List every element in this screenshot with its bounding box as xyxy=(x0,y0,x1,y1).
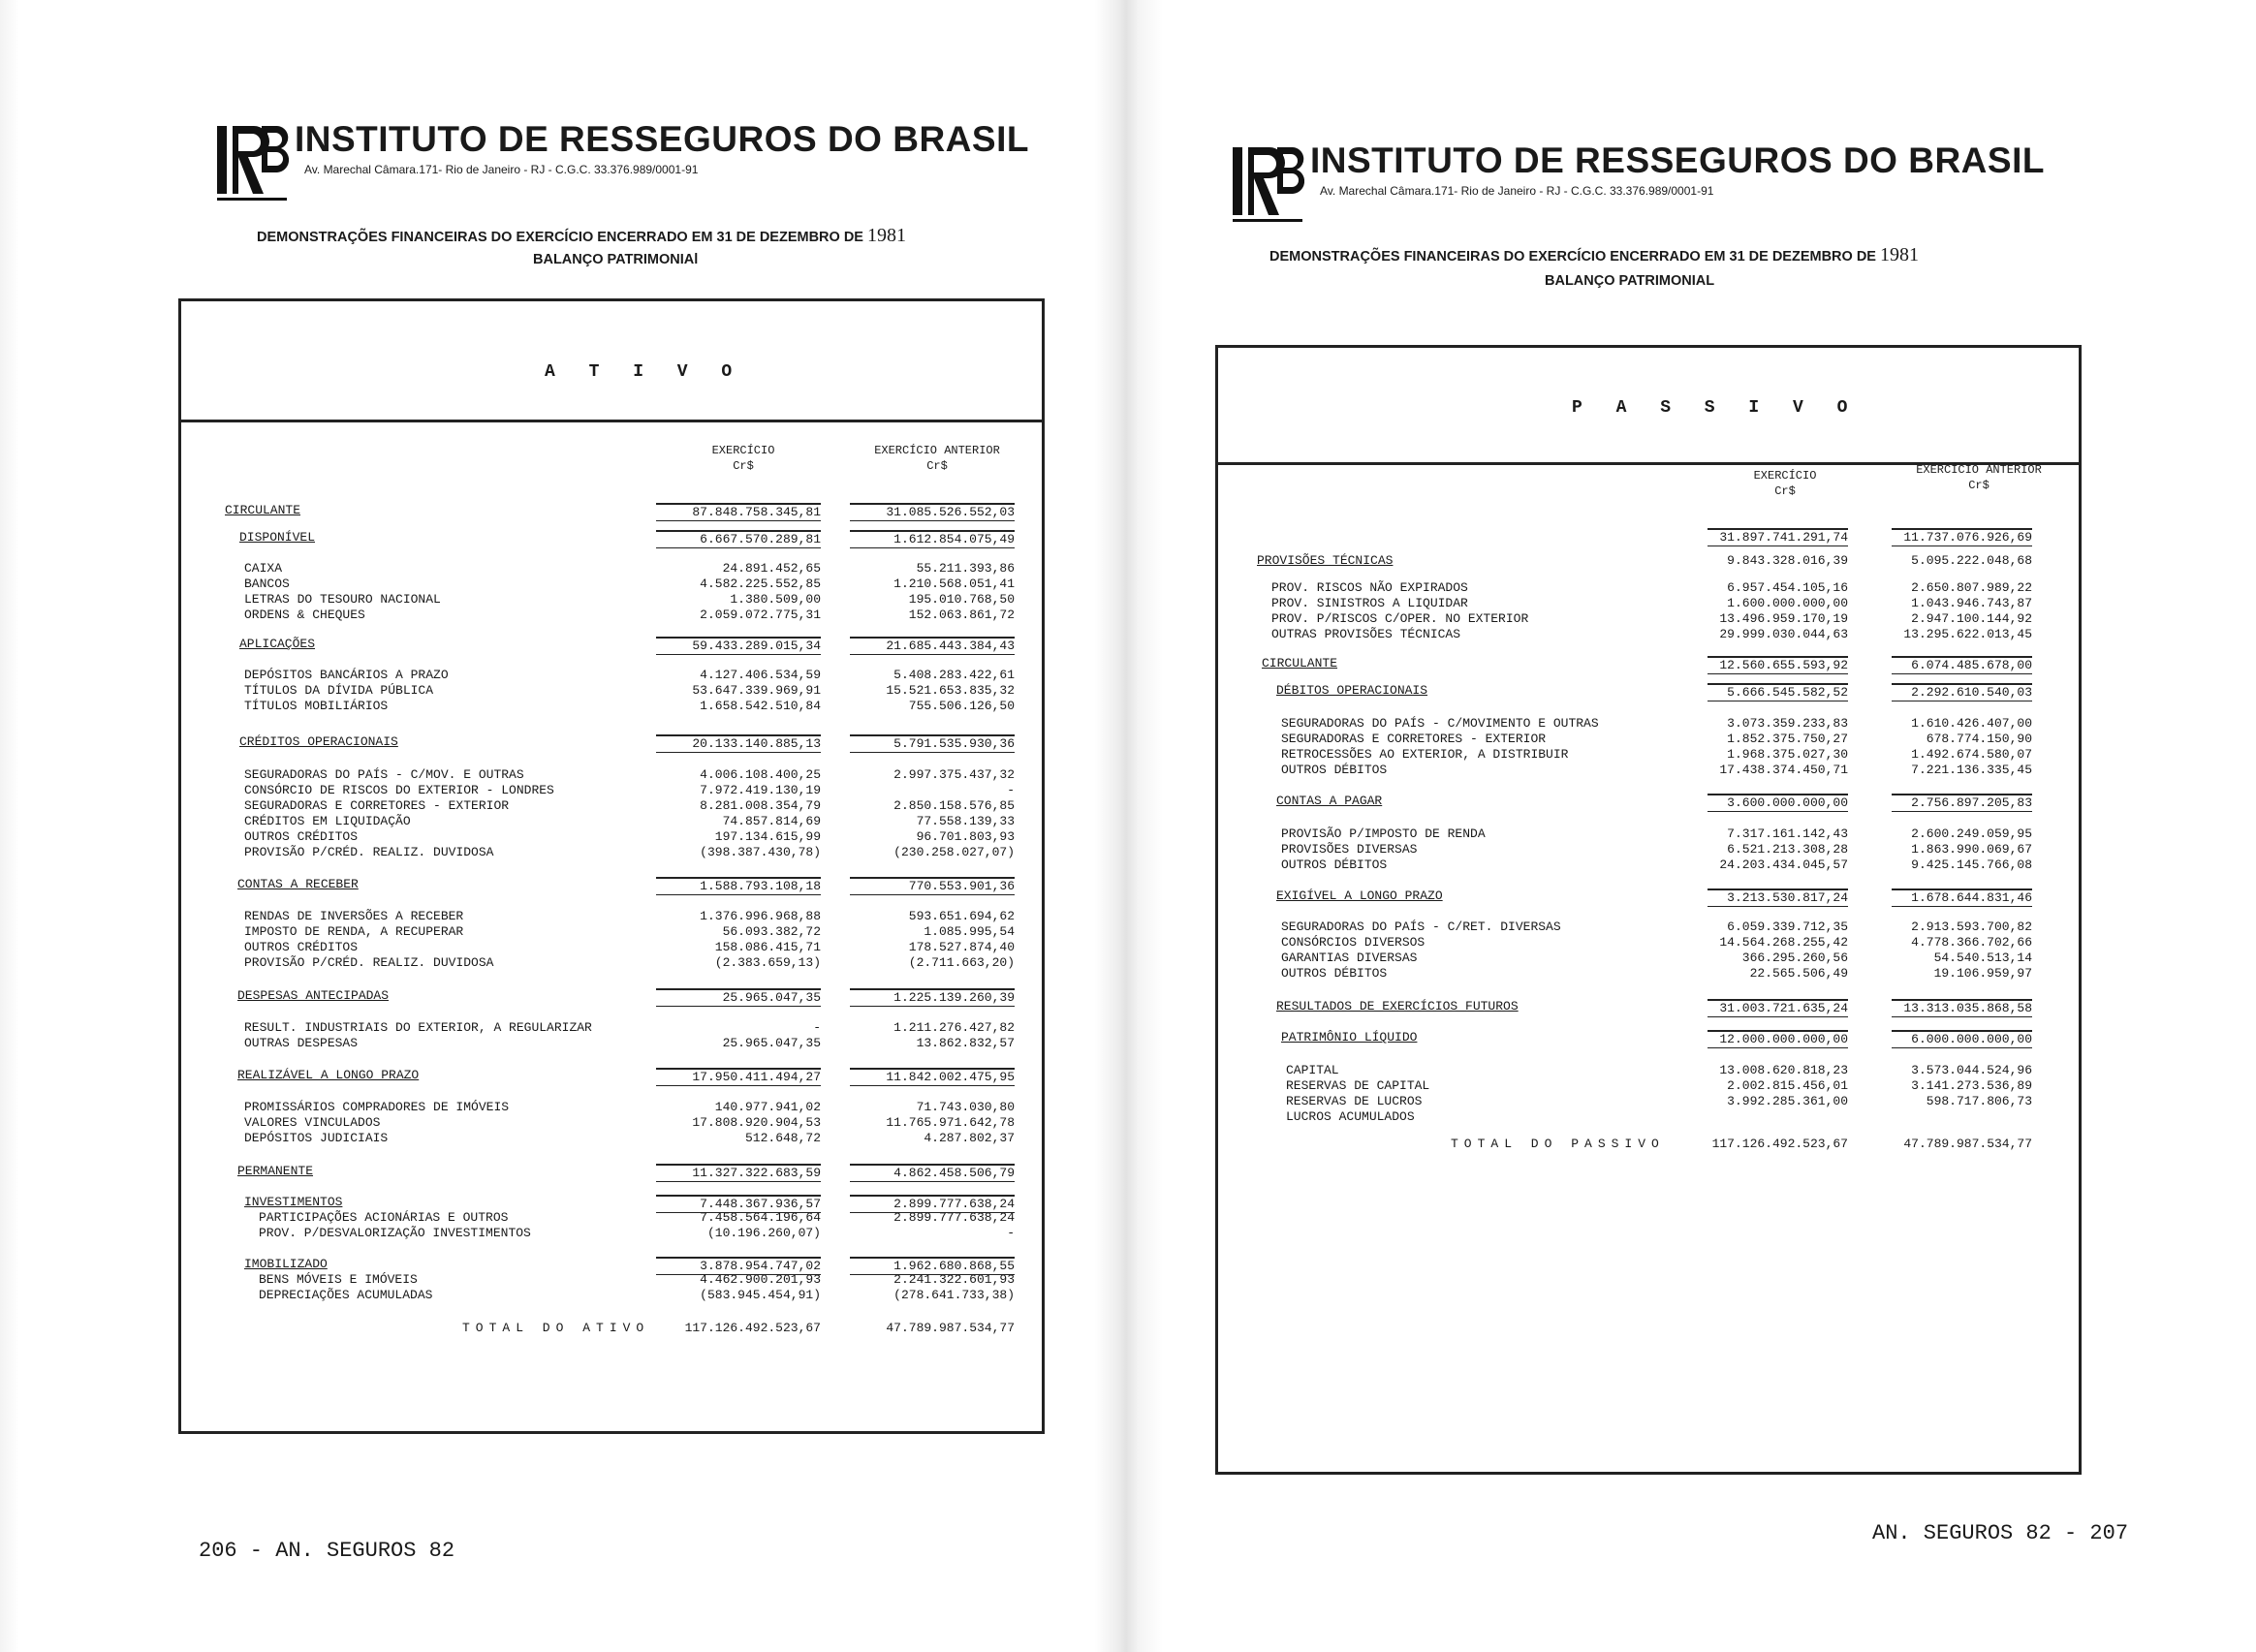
value-anterior: 6.074.485.678,00 xyxy=(1892,656,2032,674)
title-year: 1981 xyxy=(867,225,907,246)
value-anterior: 4.287.802,37 xyxy=(924,1131,1015,1145)
row-label: SEGURADORAS E CORRETORES - EXTERIOR xyxy=(244,798,510,813)
value-exercicio: 1.852.375.750,27 xyxy=(1727,732,1848,746)
value-exercicio: 56.093.382,72 xyxy=(722,924,821,939)
statement-row xyxy=(181,1036,1042,1051)
statement-row xyxy=(181,1131,1042,1146)
value-anterior: 2.241.322.601,93 xyxy=(893,1272,1015,1287)
statement-row xyxy=(1218,1078,2079,1094)
row-label: REALIZÁVEL A LONGO PRAZO xyxy=(237,1068,420,1082)
value-anterior: 13.313.035.868,58 xyxy=(1892,999,2032,1017)
value-exercicio: 5.666.545.582,52 xyxy=(1708,683,1848,701)
value-exercicio: 6.059.339.712,35 xyxy=(1727,920,1848,934)
statement-row xyxy=(181,1068,1042,1083)
value-anterior: 1.492.674.580,07 xyxy=(1911,747,2032,762)
row-label: CRÉDITOS EM LIQUIDAÇÃO xyxy=(244,814,411,828)
row-label: DISPONÍVEL xyxy=(239,530,316,545)
passivo-top-totals xyxy=(1218,528,2079,544)
statement-row xyxy=(1218,842,2079,857)
statement-row xyxy=(1218,716,2079,732)
statement-row xyxy=(181,1115,1042,1131)
row-label: PARTICIPAÇÕES ACIONÁRIAS E OUTROS xyxy=(259,1210,509,1225)
institution-address: Av. Marechal Câmara.171- Rio de Janeiro - RJ - C.G.C. 33.376.989/0001-91 xyxy=(1320,184,1714,198)
statement-row xyxy=(1218,596,2079,611)
value-anterior: 2.997.375.437,32 xyxy=(893,767,1015,782)
value-exercicio: 2.059.072.775,31 xyxy=(700,608,821,622)
irb-logo xyxy=(1231,141,1304,231)
row-label: GARANTIAS DIVERSAS xyxy=(1281,951,1418,965)
value-exercicio: 1.600.000.000,00 xyxy=(1727,596,1848,610)
value-anterior: 3.141.273.536,89 xyxy=(1911,1078,2032,1093)
value-anterior: (278.641.733,38) xyxy=(893,1288,1015,1302)
statement-row xyxy=(181,577,1042,592)
value-anterior: 5.095.222.048,68 xyxy=(1911,553,2032,568)
row-label: CAIXA xyxy=(244,561,283,576)
ativo-frame xyxy=(178,298,1045,1434)
row-label: OUTROS DÉBITOS xyxy=(1281,763,1388,777)
value-exercicio: 25.965.047,35 xyxy=(722,1036,821,1050)
row-label: CONTAS A PAGAR xyxy=(1276,794,1383,808)
col-currency: Cr$ xyxy=(926,459,948,473)
row-label: PROMISSÁRIOS COMPRADORES DE IMÓVEIS xyxy=(244,1100,510,1114)
value-anterior: 1.863.990.069,67 xyxy=(1911,842,2032,857)
value-exercicio: 1.968.375.027,30 xyxy=(1727,747,1848,762)
value-exercicio: 4.127.406.534,59 xyxy=(700,668,821,682)
row-label: DESPESAS ANTECIPADAS xyxy=(237,988,390,1003)
row-label: LUCROS ACUMULADOS xyxy=(1286,1109,1415,1124)
row-label: PROVISÕES DIVERSAS xyxy=(1281,842,1418,857)
statement-row xyxy=(181,940,1042,955)
statement-row xyxy=(181,845,1042,860)
value-anterior: 2.650.807.989,22 xyxy=(1911,580,2032,595)
row-label: PROVISÃO P/CRÉD. REALIZ. DUVIDOSA xyxy=(244,845,494,859)
value-anterior: - xyxy=(1007,783,1015,797)
value-anterior: 2.756.897.205,83 xyxy=(1892,794,2032,812)
value-exercicio: 3.878.954.747,02 xyxy=(656,1257,821,1275)
row-label: OUTROS CRÉDITOS xyxy=(244,829,359,844)
col-label: EXERCÍCIO xyxy=(711,444,775,457)
statement-row xyxy=(181,1100,1042,1115)
statement-row xyxy=(1218,966,2079,982)
row-label: PROV. P/DESVALORIZAÇÃO INVESTIMENTOS xyxy=(259,1226,531,1240)
statement-row xyxy=(181,1226,1042,1241)
value-exercicio: 20.133.140.885,13 xyxy=(656,734,821,753)
statement-row xyxy=(1218,553,2079,569)
value-anterior: 152.063.861,72 xyxy=(908,608,1015,622)
value-anterior: 2.913.593.700,82 xyxy=(1911,920,2032,934)
page-footer-right: AN. SEGUROS 82 - 207 xyxy=(1872,1521,2129,1545)
row-label: SEGURADORAS DO PAÍS - C/MOV. E OUTRAS xyxy=(244,767,524,782)
statement-row xyxy=(1218,888,2079,904)
row-label: RENDAS DE INVERSÕES A RECEBER xyxy=(244,909,464,923)
row-label: RESULT. INDUSTRIAIS DO EXTERIOR, A REGULARIZAR xyxy=(244,1020,592,1035)
value-exercicio: 1.376.996.968,88 xyxy=(700,909,821,923)
value-exercicio: 74.857.814,69 xyxy=(722,814,821,828)
value-exercicio: 7.448.367.936,57 xyxy=(656,1195,821,1213)
value-anterior: 678.774.150,90 xyxy=(1926,732,2032,746)
ativo-heading: A T I V O xyxy=(545,362,744,382)
statement-row xyxy=(1218,857,2079,873)
value-anterior: 47.789.987.534,77 xyxy=(1903,1137,2032,1151)
value-exercicio: 158.086.415,71 xyxy=(714,940,821,954)
statement-row xyxy=(181,734,1042,750)
left-page xyxy=(0,0,1124,1652)
value-anterior: (230.258.027,07) xyxy=(893,845,1015,859)
irb-logo xyxy=(215,120,289,209)
institution-name: INSTITUTO DE RESSEGUROS DO BRASIL xyxy=(295,119,1029,159)
title-year: 1981 xyxy=(1880,244,1920,265)
statement-row xyxy=(1218,794,2079,809)
value-exercicio: (10.196.260,07) xyxy=(706,1226,821,1240)
statement-row xyxy=(1218,763,2079,778)
row-label: DEPÓSITOS JUDICIAIS xyxy=(244,1131,389,1145)
passivo-heading: P A S S I V O xyxy=(1572,398,1860,418)
value-exercicio: 3.992.285.361,00 xyxy=(1727,1094,1848,1108)
value-anterior: 2.292.610.540,03 xyxy=(1892,683,2032,701)
value-anterior: 77.558.139,33 xyxy=(916,814,1015,828)
value-exercicio: 366.295.260,56 xyxy=(1741,951,1848,965)
row-label: TOTAL DO PASSIVO xyxy=(1451,1137,1665,1151)
passivo-col-exercicio xyxy=(1708,468,1863,499)
value-exercicio: 3.073.359.233,83 xyxy=(1727,716,1848,731)
value-exercicio: 4.462.900.201,93 xyxy=(700,1272,821,1287)
value-exercicio: 140.977.941,02 xyxy=(714,1100,821,1114)
row-label: LETRAS DO TESOURO NACIONAL xyxy=(244,592,441,607)
value-exercicio: 8.281.008.354,79 xyxy=(700,798,821,813)
value-exercicio: 9.843.328.016,39 xyxy=(1727,553,1848,568)
statement-row xyxy=(181,798,1042,814)
value-exercicio: 25.965.047,35 xyxy=(656,988,821,1007)
statement-row xyxy=(1218,999,2079,1014)
value-anterior: 770.553.901,36 xyxy=(850,877,1015,895)
value-exercicio: 59.433.289.015,34 xyxy=(656,637,821,655)
value-anterior: (2.711.663,20) xyxy=(908,955,1015,970)
statement-row xyxy=(181,1321,1042,1336)
row-label: BENS MÓVEIS E IMÓVEIS xyxy=(259,1272,418,1287)
value-exercicio: 1.658.542.510,84 xyxy=(700,699,821,713)
value-exercicio: 12.560.655.593,92 xyxy=(1708,656,1848,674)
statement-row xyxy=(1218,580,2079,596)
ativo-header-box xyxy=(181,301,1042,422)
value-anterior: 15.521.653.835,32 xyxy=(886,683,1015,698)
statement-row xyxy=(181,561,1042,577)
value-anterior: 593.651.694,62 xyxy=(908,909,1015,923)
right-page xyxy=(1126,0,2256,1652)
row-label: PROV. RISCOS NÃO EXPIRADOS xyxy=(1271,580,1468,595)
value-anterior: 21.685.443.384,43 xyxy=(850,637,1015,655)
value-anterior: 178.527.874,40 xyxy=(908,940,1015,954)
statement-row xyxy=(181,1164,1042,1179)
col-currency: Cr$ xyxy=(733,459,754,473)
row-label: OUTROS CRÉDITOS xyxy=(244,940,359,954)
document-title xyxy=(1269,244,1919,266)
value-anterior: - xyxy=(1007,1226,1015,1240)
row-label: DEPÓSITOS BANCÁRIOS A PRAZO xyxy=(244,668,449,682)
value-exercicio: 7.317.161.142,43 xyxy=(1727,826,1848,841)
row-label: ORDENS & CHEQUES xyxy=(244,608,365,622)
value-anterior: 755.506.126,50 xyxy=(908,699,1015,713)
value-anterior: 71.743.030,80 xyxy=(916,1100,1015,1114)
passivo-frame xyxy=(1215,345,2082,1475)
statement-row xyxy=(181,1195,1042,1210)
row-label: APLICAÇÕES xyxy=(239,637,316,651)
statement-row xyxy=(181,988,1042,1004)
statement-row xyxy=(181,668,1042,683)
statement-row xyxy=(1218,951,2079,966)
value-anterior: 11.765.971.642,78 xyxy=(886,1115,1015,1130)
row-label: DÉBITOS OPERACIONAIS xyxy=(1276,683,1428,698)
value-exercicio: 3.600.000.000,00 xyxy=(1708,794,1848,812)
row-label: CAPITAL xyxy=(1286,1063,1339,1077)
statement-row xyxy=(1218,1109,2079,1125)
value-anterior: 9.425.145.766,08 xyxy=(1911,857,2032,872)
value-exercicio: (583.945.454,91) xyxy=(700,1288,821,1302)
value-anterior: 11.737.076.926,69 xyxy=(1892,528,2032,546)
row-label: RESERVAS DE LUCROS xyxy=(1286,1094,1423,1108)
value-exercicio: 117.126.492.523,67 xyxy=(684,1321,821,1335)
value-exercicio: 6.957.454.105,16 xyxy=(1727,580,1848,595)
statement-row xyxy=(181,530,1042,545)
row-label: SEGURADORAS E CORRETORES - EXTERIOR xyxy=(1281,732,1547,746)
value-anterior: 3.573.044.524,96 xyxy=(1911,1063,2032,1077)
row-label: PERMANENTE xyxy=(237,1164,314,1178)
row-label: TOTAL DO ATIVO xyxy=(462,1321,650,1335)
value-anterior: 96.701.803,93 xyxy=(916,829,1015,844)
row-label: RESERVAS DE CAPITAL xyxy=(1286,1078,1430,1093)
letterhead-right xyxy=(1231,140,2045,234)
value-anterior: 1.610.426.407,00 xyxy=(1911,716,2032,731)
value-anterior: 11.842.002.475,95 xyxy=(850,1068,1015,1086)
value-exercicio: (398.387.430,78) xyxy=(700,845,821,859)
value-exercicio: 31.003.721.635,24 xyxy=(1708,999,1848,1017)
value-anterior: 1.962.680.868,55 xyxy=(850,1257,1015,1275)
value-anterior: 54.540.513,14 xyxy=(1933,951,2032,965)
value-exercicio: 7.972.419.130,19 xyxy=(700,783,821,797)
statement-row xyxy=(1218,656,2079,671)
value-exercicio: 1.380.509,00 xyxy=(730,592,821,607)
row-label: PROV. P/RISCOS C/OPER. NO EXTERIOR xyxy=(1271,611,1529,626)
value-anterior: 4.778.366.702,66 xyxy=(1911,935,2032,950)
col-label: EXERCÍCIO ANTERIOR xyxy=(874,444,1000,457)
value-exercicio: - xyxy=(813,1020,821,1035)
value-exercicio: 4.006.108.400,25 xyxy=(700,767,821,782)
row-label: PROV. SINISTROS A LIQUIDAR xyxy=(1271,596,1468,610)
value-exercicio: 14.564.268.255,42 xyxy=(1719,935,1848,950)
col-currency: Cr$ xyxy=(1774,484,1796,498)
statement-row xyxy=(1218,1030,2079,1045)
value-anterior: 47.789.987.534,77 xyxy=(886,1321,1015,1335)
value-anterior: 2.850.158.576,85 xyxy=(893,798,1015,813)
value-exercicio: 6.521.213.308,28 xyxy=(1727,842,1848,857)
statement-row xyxy=(181,955,1042,971)
statement-row xyxy=(1218,732,2079,747)
value-anterior: 1.225.139.260,39 xyxy=(850,988,1015,1007)
row-label: PROVISÃO P/CRÉD. REALIZ. DUVIDOSA xyxy=(244,955,494,970)
statement-row xyxy=(181,1257,1042,1272)
value-exercicio: 12.000.000.000,00 xyxy=(1708,1030,1848,1048)
row-label: DEPRECIAÇÕES ACUMULADAS xyxy=(259,1288,433,1302)
value-exercicio: 24.203.434.045,57 xyxy=(1719,857,1848,872)
value-anterior: 1.043.946.743,87 xyxy=(1911,596,2032,610)
statement-row xyxy=(1218,826,2079,842)
value-exercicio: 13.496.959.170,19 xyxy=(1719,611,1848,626)
document-subtitle: BALANÇO PATRIMONIAl xyxy=(533,252,699,267)
statement-row xyxy=(181,1020,1042,1036)
statement-row xyxy=(181,608,1042,623)
value-exercicio: (2.383.659,13) xyxy=(714,955,821,970)
row-label: CIRCULANTE xyxy=(1262,656,1338,670)
row-label: PROVISÃO P/IMPOSTO DE RENDA xyxy=(1281,826,1486,841)
row-label: OUTRAS PROVISÕES TÉCNICAS xyxy=(1271,627,1461,641)
value-anterior: 1.612.854.075,49 xyxy=(850,530,1015,548)
statement-row xyxy=(181,1288,1042,1303)
value-anterior: 6.000.000.000,00 xyxy=(1892,1030,2032,1048)
statement-row xyxy=(1218,683,2079,699)
value-anterior: 598.717.806,73 xyxy=(1926,1094,2032,1108)
row-label: PROVISÕES TÉCNICAS xyxy=(1257,553,1394,568)
document-subtitle: BALANÇO PATRIMONIAL xyxy=(1545,273,1715,289)
passivo-header-box xyxy=(1218,348,2079,465)
value-anterior: 195.010.768,50 xyxy=(908,592,1015,607)
row-label: TÍTULOS MOBILIÁRIOS xyxy=(244,699,389,713)
value-exercicio: 11.327.322.683,59 xyxy=(656,1164,821,1182)
statement-row xyxy=(1218,611,2079,627)
row-label: OUTRAS DESPESAS xyxy=(244,1036,359,1050)
row-label: OUTROS DÉBITOS xyxy=(1281,857,1388,872)
value-anterior: 7.221.136.335,45 xyxy=(1911,763,2032,777)
value-anterior: 1.211.276.427,82 xyxy=(893,1020,1015,1035)
statement-row xyxy=(181,909,1042,924)
value-exercicio: 197.134.615,99 xyxy=(714,829,821,844)
title-text: DEMONSTRAÇÕES FINANCEIRAS DO EXERCÍCIO ENCERRADO EM 31 DE DEZEMBRO DE xyxy=(1269,249,1876,265)
row-label: CRÉDITOS OPERACIONAIS xyxy=(239,734,398,749)
row-label: BANCOS xyxy=(244,577,290,591)
value-exercicio: 13.008.620.818,23 xyxy=(1719,1063,1848,1077)
row-label: CONSÓRCIOS DIVERSOS xyxy=(1281,935,1426,950)
row-label: SEGURADORAS DO PAÍS - C/MOVIMENTO E OUTRAS xyxy=(1281,716,1599,731)
col-currency: Cr$ xyxy=(1968,479,1990,492)
row-label: SEGURADORAS DO PAÍS - C/RET. DIVERSAS xyxy=(1281,920,1561,934)
statement-row xyxy=(181,767,1042,783)
passivo-col-anterior xyxy=(1887,462,2071,493)
ativo-col-anterior xyxy=(840,443,1034,474)
value-anterior: 5.408.283.422,61 xyxy=(893,668,1015,682)
statement-row xyxy=(181,637,1042,652)
statement-row xyxy=(1218,627,2079,642)
value-anterior: 1.085.995,54 xyxy=(924,924,1015,939)
row-label: EXIGÍVEL A LONGO PRAZO xyxy=(1276,888,1443,903)
value-anterior: 55.211.393,86 xyxy=(916,561,1015,576)
value-exercicio: 24.891.452,65 xyxy=(722,561,821,576)
institution-name: INSTITUTO DE RESSEGUROS DO BRASIL xyxy=(1310,140,2045,180)
row-label: RETROCESSÕES AO EXTERIOR, A DISTRIBUIR xyxy=(1281,747,1569,762)
row-label: CONSÓRCIO DE RISCOS DO EXTERIOR - LONDRES xyxy=(244,783,554,797)
row-label: RESULTADOS DE EXERCÍCIOS FUTUROS xyxy=(1276,999,1519,1013)
document-title xyxy=(257,225,906,247)
statement-row xyxy=(181,1210,1042,1226)
value-exercicio: 6.667.570.289,81 xyxy=(656,530,821,548)
value-anterior: 13.862.832,57 xyxy=(916,1036,1015,1050)
title-text: DEMONSTRAÇÕES FINANCEIRAS DO EXERCÍCIO ENCERRADO EM 31 DE DEZEMBRO DE xyxy=(257,230,863,245)
value-exercicio: 2.002.815.456,01 xyxy=(1727,1078,1848,1093)
statement-row xyxy=(181,924,1042,940)
letterhead-left xyxy=(215,119,1029,212)
row-label: IMOBILIZADO xyxy=(244,1257,328,1271)
row-label: PATRIMÔNIO LÍQUIDO xyxy=(1281,1030,1418,1044)
statement-row xyxy=(181,503,1042,518)
page-footer-left: 206 - AN. SEGUROS 82 xyxy=(199,1539,455,1563)
statement-row xyxy=(1218,1063,2079,1078)
ativo-col-exercicio xyxy=(666,443,821,474)
row-label: OUTROS DÉBITOS xyxy=(1281,966,1388,981)
statement-row xyxy=(181,592,1042,608)
statement-row xyxy=(181,699,1042,714)
value-anterior: 2.899.777.638,24 xyxy=(850,1195,1015,1213)
value-exercicio: 29.999.030.044,63 xyxy=(1719,627,1848,641)
value-anterior: 2.899.777.638,24 xyxy=(893,1210,1015,1225)
value-exercicio: 117.126.492.523,67 xyxy=(1711,1137,1848,1151)
row-label: CIRCULANTE xyxy=(225,503,301,517)
statement-row xyxy=(1218,1137,2079,1152)
row-label: CONTAS A RECEBER xyxy=(237,877,359,891)
value-exercicio: 1.588.793.108,18 xyxy=(656,877,821,895)
statement-row xyxy=(1218,920,2079,935)
value-exercicio: 3.213.530.817,24 xyxy=(1708,888,1848,907)
value-anterior: 2.947.100.144,92 xyxy=(1911,611,2032,626)
value-anterior: 2.600.249.059,95 xyxy=(1911,826,2032,841)
statement-row xyxy=(181,829,1042,845)
row-label: INVESTIMENTOS xyxy=(244,1195,343,1209)
col-label: EXERCÍCIO ANTERIOR xyxy=(1916,463,2042,477)
row-label: VALORES VINCULADOS xyxy=(244,1115,381,1130)
row-label: IMPOSTO DE RENDA, A RECUPERAR xyxy=(244,924,464,939)
row-label: TÍTULOS DA DÍVIDA PÚBLICA xyxy=(244,683,434,698)
value-exercicio: 7.458.564.196,64 xyxy=(700,1210,821,1225)
col-label: EXERCÍCIO xyxy=(1753,469,1817,483)
value-exercicio: 17.438.374.450,71 xyxy=(1719,763,1848,777)
value-anterior: 1.678.644.831,46 xyxy=(1892,888,2032,907)
value-exercicio: 53.647.339.969,91 xyxy=(692,683,821,698)
statement-row xyxy=(1218,935,2079,951)
value-anterior: 1.210.568.051,41 xyxy=(893,577,1015,591)
statement-row xyxy=(181,683,1042,699)
value-anterior: 4.862.458.506,79 xyxy=(850,1164,1015,1182)
statement-row xyxy=(1218,1094,2079,1109)
value-anterior: 19.106.959,97 xyxy=(1933,966,2032,981)
value-exercicio: 87.848.758.345,81 xyxy=(656,503,821,521)
statement-row xyxy=(181,877,1042,892)
statement-row xyxy=(181,1272,1042,1288)
statement-row xyxy=(181,814,1042,829)
value-anterior: 31.085.526.552,03 xyxy=(850,503,1015,521)
value-exercicio: 22.565.506,49 xyxy=(1749,966,1848,981)
statement-row xyxy=(1218,747,2079,763)
value-anterior: 13.295.622.013,45 xyxy=(1903,627,2032,641)
value-exercicio: 4.582.225.552,85 xyxy=(700,577,821,591)
value-exercicio: 31.897.741.291,74 xyxy=(1708,528,1848,546)
value-exercicio: 512.648,72 xyxy=(744,1131,821,1145)
value-anterior: 5.791.535.930,36 xyxy=(850,734,1015,753)
institution-address: Av. Marechal Câmara.171- Rio de Janeiro - RJ - C.G.C. 33.376.989/0001-91 xyxy=(304,163,699,176)
value-exercicio: 17.950.411.494,27 xyxy=(656,1068,821,1086)
statement-row xyxy=(181,783,1042,798)
value-exercicio: 17.808.920.904,53 xyxy=(692,1115,821,1130)
